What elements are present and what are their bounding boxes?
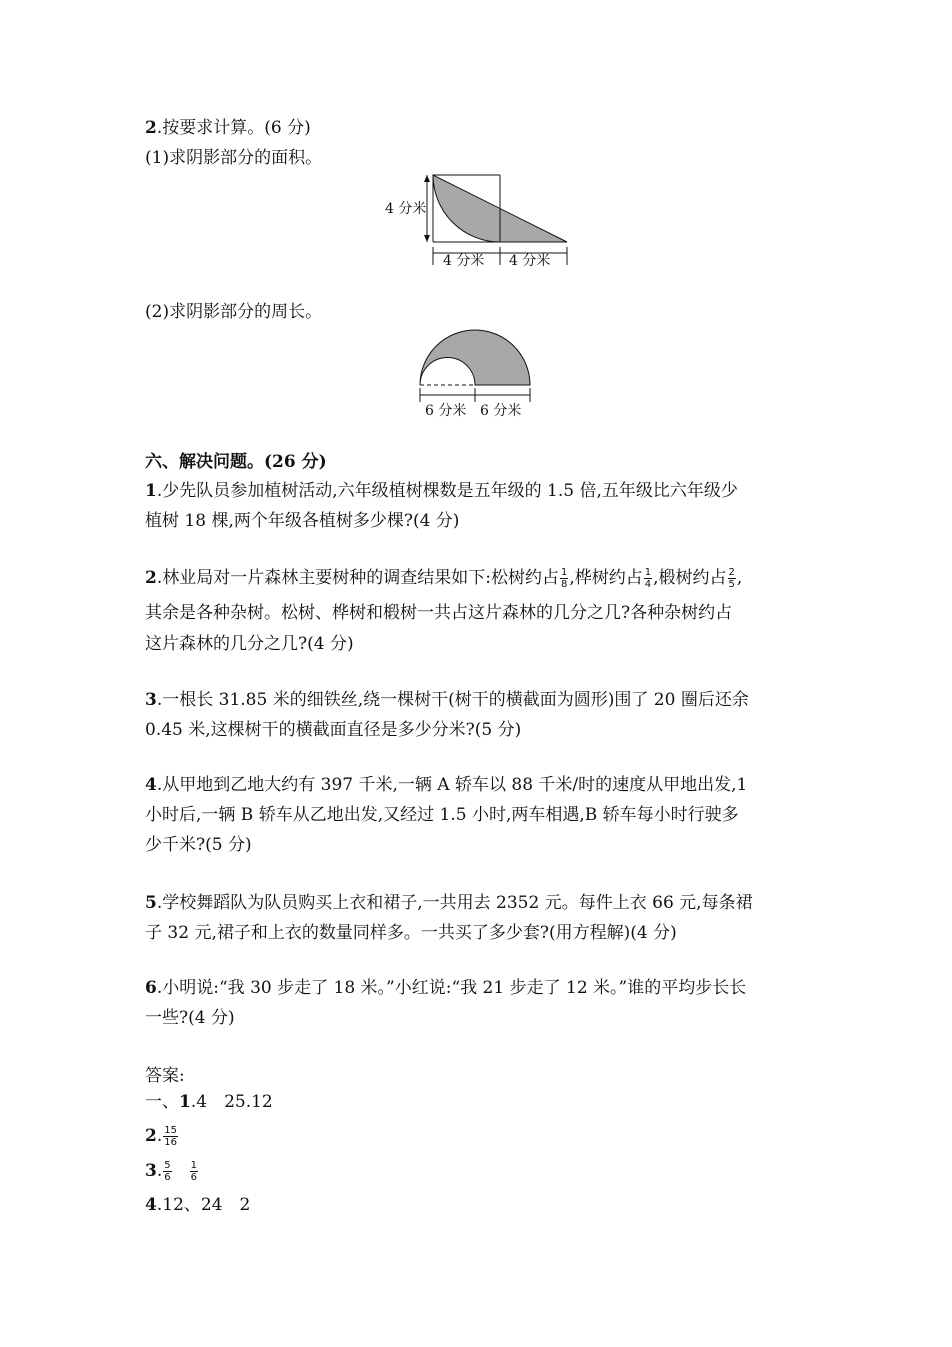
denominator: 6 (190, 1172, 197, 1183)
dimension-label-bottom-2: 4 分米 (509, 253, 551, 269)
dimension-label-bottom-1: 4 分米 (443, 253, 485, 269)
numerator: 15 (164, 1125, 177, 1136)
numerator: 1 (560, 567, 568, 578)
denominator: 5 (728, 579, 735, 590)
arrowhead (424, 175, 430, 182)
numerator: 2 (728, 567, 735, 578)
q3-line-1 (145, 688, 749, 712)
arrowhead (424, 235, 430, 242)
q1-line-1 (145, 479, 738, 503)
dimension-label-left: 4 分米 (385, 201, 427, 217)
question-text: .少先队员参加植树活动,六年级植树棵数是五年级的 1.5 倍,五年级比六年级少 (156, 481, 738, 501)
question-number: 1 (145, 481, 157, 501)
fraction (728, 567, 736, 590)
q6-line-1 (145, 976, 746, 1000)
fraction (190, 1160, 198, 1183)
q5-line-2: 子 32 元,裙子和上衣的数量同样多。一共买了多少套?(用方程解)(4 分) (145, 923, 677, 943)
question-number: 2 (145, 568, 157, 588)
fraction (163, 1160, 171, 1183)
question-number: 4 (145, 775, 157, 795)
question-text: .林业局对一片森林主要树种的调查结果如下:松树约占 (156, 568, 559, 588)
answer-separator: . (156, 1161, 163, 1181)
answer-1 (145, 1090, 273, 1114)
q4-line-3: 少千米?(5 分) (145, 835, 252, 855)
fraction (560, 567, 568, 590)
q4-line-1 (145, 773, 747, 797)
section-heading: 六、解决问题。(26 分) (145, 452, 327, 472)
q2-line-2: 其余是各种杂树。松树、桦树和椴树一共占这片森林的几分之几?各种杂树约占 (145, 603, 733, 623)
denominator: 4 (644, 579, 652, 590)
answer-4 (145, 1193, 250, 1217)
question-text: .小明说:“我 30 步走了 18 米。”小红说:“我 21 步走了 12 米。”谁的平均步长长 (156, 978, 747, 998)
q2-line-1 (145, 566, 742, 590)
answer-number: 1 (179, 1092, 191, 1112)
q6-line-2: 一些?(4 分) (145, 1008, 235, 1028)
q3-line-2: 0.45 米,这棵树干的横截面直径是多少分米?(5 分) (145, 720, 522, 740)
dimension-label-1: 6 分米 (425, 403, 467, 419)
answer-number: 3 (145, 1161, 157, 1181)
answer-text: .4 25.12 (190, 1092, 273, 1112)
numerator: 1 (644, 567, 652, 578)
denominator: 8 (560, 579, 568, 590)
answer-prefix: 一、 (145, 1092, 179, 1112)
question-number: 2 (145, 118, 157, 138)
question-text: .一根长 31.85 米的细铁丝,绕一棵树干(树干的横截面为圆形)围了 20 圈后还余 (156, 690, 749, 710)
q2-line-3: 这片森林的几分之几?(4 分) (145, 634, 354, 654)
question-text: ,桦树约占 (569, 568, 643, 588)
q2-title (145, 116, 311, 140)
question-number: 6 (145, 978, 157, 998)
question-text: ,椴树约占 (653, 568, 727, 588)
q4-line-2: 小时后,一辆 B 轿车从乙地出发,又经过 1.5 小时,两车相遇,B 轿车每小时行驶多 (145, 805, 739, 825)
denominator: 6 (164, 1172, 171, 1183)
answer-2 (145, 1124, 179, 1148)
question-number: 5 (145, 893, 157, 913)
question-text: .按要求计算。(6 分) (156, 118, 311, 138)
numerator: 1 (190, 1160, 197, 1171)
q5-line-1 (145, 891, 753, 915)
numerator: 5 (164, 1160, 171, 1171)
sub-question-1: (1)求阴影部分的面积。 (145, 148, 323, 168)
shaded-region (420, 330, 530, 385)
answer-number: 4 (145, 1195, 157, 1215)
answers-heading: 答案: (145, 1066, 185, 1086)
q1-line-2: 植树 18 棵,两个年级各植树多少棵?(4 分) (145, 511, 460, 531)
sub-question-2: (2)求阴影部分的周长。 (145, 302, 323, 322)
answer-separator: . (156, 1126, 163, 1146)
fraction (644, 567, 652, 590)
question-text: , (736, 568, 743, 588)
question-text: .从甲地到乙地大约有 397 千米,一辆 A 轿车以 88 千米/时的速度从甲地出发,1 (156, 775, 748, 795)
answer-number: 2 (145, 1126, 157, 1146)
answer-3 (145, 1159, 199, 1183)
denominator: 16 (164, 1137, 177, 1148)
dimension-label-2: 6 分米 (480, 403, 522, 419)
figure-triangle-quarter-circle (375, 165, 575, 275)
figure-semicircle-ring (410, 322, 550, 422)
answer-text: .12、24 2 (156, 1195, 251, 1215)
question-text: .学校舞蹈队为队员购买上衣和裙子,一共用去 2352 元。每件上衣 66 元,每条裙 (156, 893, 753, 913)
fraction (163, 1125, 178, 1148)
question-number: 3 (145, 690, 157, 710)
